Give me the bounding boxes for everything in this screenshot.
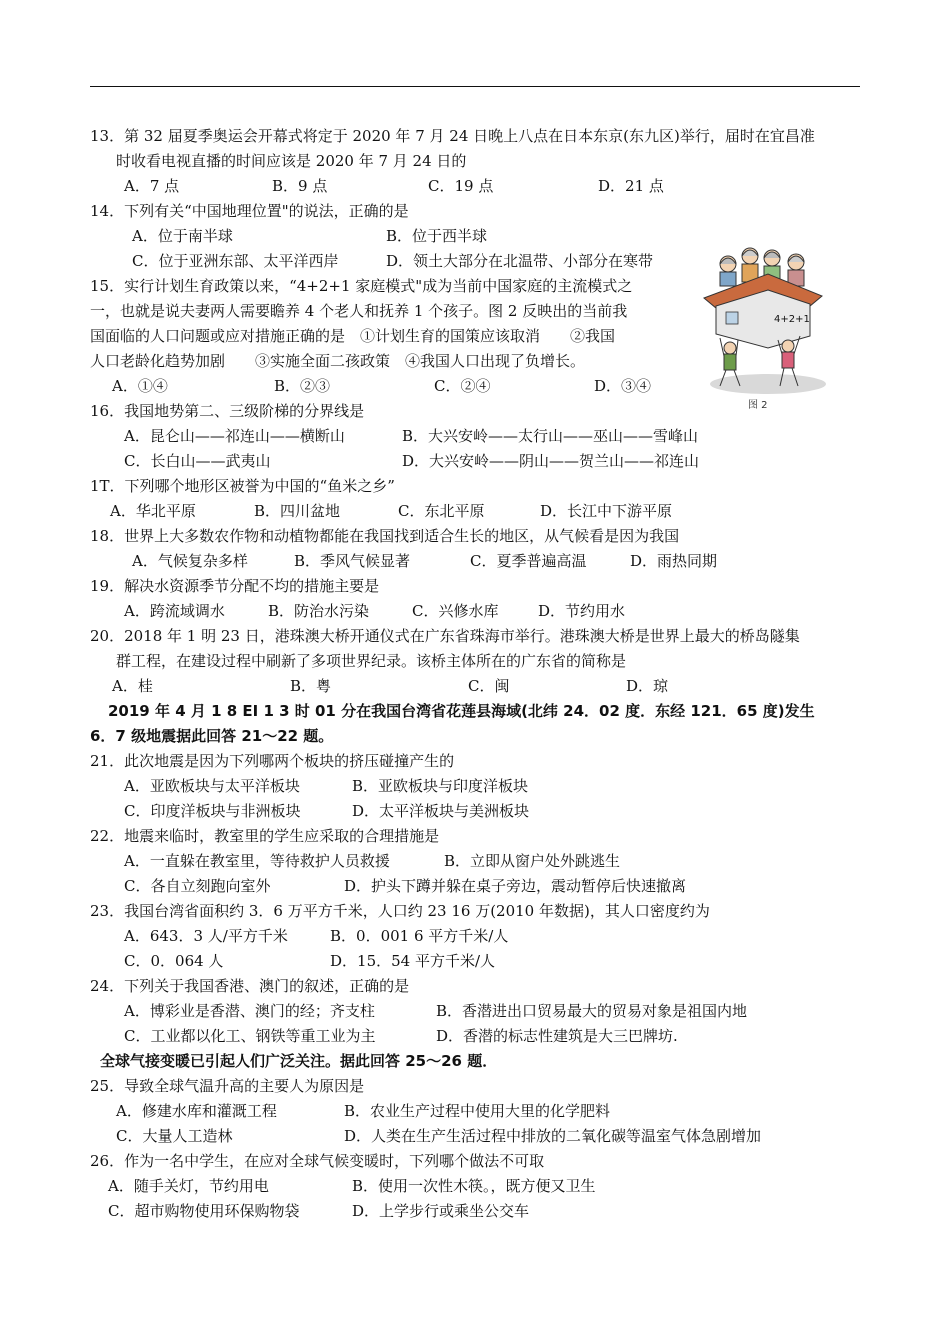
q21-option-b[interactable]: B．亚欧板块与印度洋板块 — [352, 777, 529, 795]
q13-stem: 13．第 32 届夏季奥运会开幕式将定于 2020 年 7 月 24 日晚上八点在日本东京(东九区)举行，届时在宜昌准 — [90, 127, 815, 145]
q26-option-d[interactable]: D．上学步行或乘坐公交车 — [352, 1202, 530, 1220]
q14-option-d[interactable]: D．领土大部分在北温带、小部分在寒带 — [386, 252, 654, 270]
figure-house-label: 4+2+1 — [774, 314, 810, 325]
q21-option-a[interactable]: A．亚欧板块与太平洋板块 — [124, 777, 300, 795]
q15-option-c[interactable]: C．②④ — [434, 377, 491, 395]
q13-option-b[interactable]: B．9 点 — [272, 177, 328, 195]
q23-option-a[interactable]: A．643．3 人/平方千米 — [124, 927, 288, 945]
q20-stem-cont: 群工程，在建设过程中刷新了多项世界纪录。该桥主体所在的广东省的简称是 — [116, 652, 627, 670]
q14-option-b[interactable]: B．位于西半球 — [386, 227, 488, 245]
q24-option-a[interactable]: A．博彩业是香潜、澳门的经；齐支柱 — [124, 1002, 375, 1020]
q18-stem: 18．世界上大多数农作物和动植物都能在我国找到适合生长的地区，从气候看是因为我国 — [90, 527, 680, 545]
intro-21-22-line1: 2019 年 4 月 1 8 EI 1 3 时 01 分在我国台湾省花莲县海域(北纬 24．02 度．东经 121．65 度)发生 — [108, 702, 815, 720]
q16-option-d[interactable]: D．大兴安岭——阴山——贺兰山——祁连山 — [402, 452, 700, 470]
q18-option-d[interactable]: D．雨热同期 — [630, 552, 718, 570]
intro-21-22-line2: 6．7 级地震据此回答 21～22 题。 — [90, 727, 334, 745]
q23-option-b[interactable]: B．0．001 6 平方千米/人 — [330, 927, 509, 945]
q25-option-c[interactable]: C．大量人工造林 — [116, 1127, 233, 1145]
q14-option-a[interactable]: A．位于南半球 — [132, 227, 233, 245]
q20-option-b[interactable]: B．粤 — [290, 677, 332, 695]
q13-option-d[interactable]: D．21 点 — [598, 177, 664, 195]
q13-option-c[interactable]: C．19 点 — [428, 177, 494, 195]
q22-option-d[interactable]: D．护头下蹲并躲在桌子旁边，震动暂停后快速撤离 — [344, 877, 687, 895]
q13-option-a[interactable]: A．7 点 — [124, 177, 180, 195]
q19-option-c[interactable]: C．兴修水库 — [412, 602, 499, 620]
q22-option-a[interactable]: A．一直躲在教室里，等待救护人员救援 — [124, 852, 390, 870]
intro-25-26: 全球气接变暖已引起人们广泛关注。据此回答 25～26 题． — [100, 1052, 498, 1070]
q20-option-d[interactable]: D．琼 — [626, 677, 669, 695]
q16-option-a[interactable]: A．昆仑山——祁连山——横断山 — [124, 427, 345, 445]
q13-stem-cont: 时收看电视直播的时间应该是 2020 年 7 月 24 日的 — [116, 152, 467, 170]
q16-stem: 16．我国地势第二、三级阶梯的分界线是 — [90, 402, 365, 420]
q14-stem: 14．下列有关“中国地理位置"的说法，正确的是 — [90, 202, 409, 220]
q21-stem: 21．此次地震是因为下列哪两个板块的挤压碰撞产生的 — [90, 752, 455, 770]
q25-option-d[interactable]: D．人类在生产生活过程中排放的二氧化碳等温室气体急剧增加 — [344, 1127, 762, 1145]
q21-option-c[interactable]: C．印度洋板块与非洲板块 — [124, 802, 301, 820]
q15-stem-line4: 人口老龄化趋势加剧 ③实施全面二孩政策 ④我国人口出现了负增长。 — [90, 352, 586, 370]
q19-stem: 19．解决水资源季节分配不均的措施主要是 — [90, 577, 380, 595]
q23-option-c[interactable]: C．0．064 人 — [124, 952, 224, 970]
q25-option-a[interactable]: A．修建水库和灌溉工程 — [116, 1102, 277, 1120]
q19-option-d[interactable]: D．节约用水 — [538, 602, 626, 620]
q17-option-c[interactable]: C．东北平原 — [398, 502, 485, 520]
q15-option-a[interactable]: A．①④ — [112, 377, 168, 395]
q23-option-d[interactable]: D．15．54 平方千米/人 — [330, 952, 496, 970]
q20-option-a[interactable]: A．桂 — [112, 677, 153, 695]
q15-option-b[interactable]: B．②③ — [274, 377, 331, 395]
q19-option-a[interactable]: A．跨流域调水 — [124, 602, 225, 620]
q26-option-c[interactable]: C．超市购物使用环保购物袋 — [108, 1202, 300, 1220]
q15-stem-line1: 15．实行计划生育政策以来，“4+2+1 家庭模式"成为当前中国家庭的主流模式之 — [90, 277, 633, 295]
q17-option-d[interactable]: D．长江中下游平原 — [540, 502, 673, 520]
q22-option-b[interactable]: B．立即从窗户处外跳逃生 — [444, 852, 621, 870]
q15-option-d[interactable]: D．③④ — [594, 377, 652, 395]
header-rule — [90, 86, 860, 87]
q18-option-b[interactable]: B．季风气候显著 — [294, 552, 411, 570]
q20-option-c[interactable]: C．闽 — [468, 677, 510, 695]
q23-stem: 23．我国台湾省面积约 3．6 万平方千米，人口约 23 16 万(2010 年数据)，其人口密度约为 — [90, 902, 710, 920]
figure-2-illustration — [698, 236, 828, 411]
q17-option-a[interactable]: A．华北平原 — [110, 502, 196, 520]
q26-stem: 26．作为一名中学生，在应对全球气候变暖时，下列哪个做法不可取 — [90, 1152, 545, 1170]
q18-option-c[interactable]: C．夏季普遍高温 — [470, 552, 587, 570]
q26-option-a[interactable]: A．随手关灯，节约用电 — [108, 1177, 269, 1195]
q24-option-c[interactable]: C．工业都以化工、钢铁等重工业为主 — [124, 1027, 376, 1045]
q22-option-c[interactable]: C．各自立刻跑向室外 — [124, 877, 271, 895]
q24-option-b[interactable]: B．香潜进出口贸易最大的贸易对象是祖国内地 — [436, 1002, 748, 1020]
q18-option-a[interactable]: A．气候复杂多样 — [132, 552, 248, 570]
q20-stem: 20．2018 年 1 明 23 日，港珠澳大桥开通仪式在广东省珠海市举行。港珠澳大桥是世界上最大的桥岛隧集 — [90, 627, 800, 645]
q25-stem: 25．导致全球气温升高的主要人为原因是 — [90, 1077, 365, 1095]
q25-option-b[interactable]: B．农业生产过程中使用大里的化学肥料 — [344, 1102, 611, 1120]
q15-stem-line3: 国面临的人口问题或应对措施正确的是 ①计划生育的国策应该取消 ②我国 — [90, 327, 616, 345]
q14-option-c[interactable]: C．位于亚洲东部、太平洋西岸 — [132, 252, 339, 270]
q24-stem: 24．下列关于我国香港、澳门的叙述，正确的是 — [90, 977, 410, 995]
q19-option-b[interactable]: B．防治水污染 — [268, 602, 370, 620]
figure-caption: 图 2 — [748, 400, 768, 411]
q24-option-d[interactable]: D．香潜的标志性建筑是大三巴牌坊. — [436, 1027, 678, 1045]
q26-option-b[interactable]: B．使用一次性木筷。，既方便又卫生 — [352, 1177, 596, 1195]
q21-option-d[interactable]: D．太平洋板块与美洲板块 — [352, 802, 530, 820]
q16-option-b[interactable]: B．大兴安岭——太行山——巫山——雪峰山 — [402, 427, 699, 445]
q16-option-c[interactable]: C．长白山——武夷山 — [124, 452, 271, 470]
q15-stem-line2: 一，也就是说夫妻两人需要瞻养 4 个老人和抚养 1 个孩子。图 2 反映出的当前我 — [90, 302, 628, 320]
q17-option-b[interactable]: B．四川盆地 — [254, 502, 341, 520]
q22-stem: 22．地震来临时，教室里的学生应采取的合理措施是 — [90, 827, 440, 845]
q17-stem: 1T．下列哪个地形区被誉为中国的“鱼米之乡” — [90, 477, 395, 495]
